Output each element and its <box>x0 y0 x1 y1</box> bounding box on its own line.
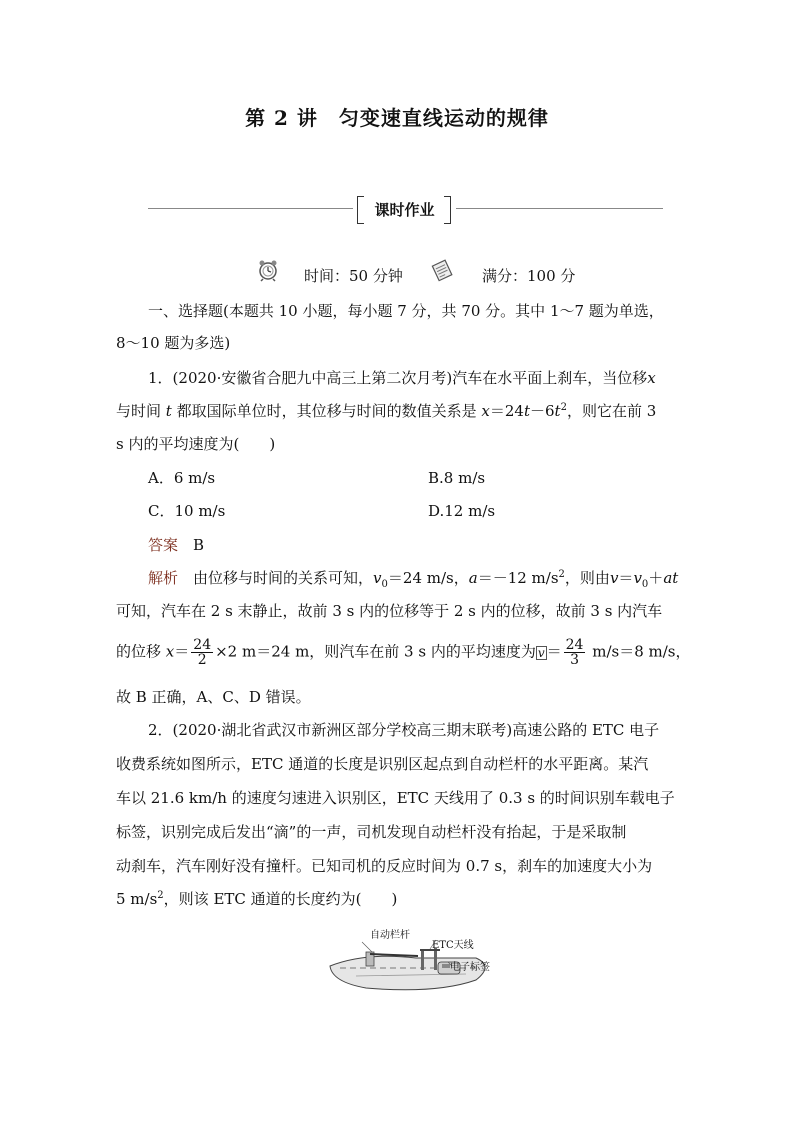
fraction-24-over-2: $\frac{24}{2}$ <box>193 637 212 668</box>
alarm-clock-icon <box>256 258 280 282</box>
q2-stem-line6: 5 $m/s^2$，则该 ETC 通道的长度约为( ) <box>116 890 398 908</box>
q1-explanation-line3: 的位移 x＝ $\frac{24}{2}$ ×2 m＝24 m，则汽车在前 3 s 内的平均速度为 v ＝ $\frac{24}{3}$ m/s＝8 m/s， <box>116 637 691 668</box>
label-electronic-tag: 电子标签 <box>450 962 490 973</box>
section-heading-line1: 一、选择题(本题共 10 小题，每小题 7 分，共 70 分。其中 1～7 题为单选， <box>148 302 664 320</box>
section-heading-line2: 8～10 题为多选) <box>116 334 231 352</box>
q1-option-b: B.8 m/s <box>428 469 486 487</box>
banner-rule-right <box>456 208 663 209</box>
q1-option-a: A．6 m/s <box>148 469 216 487</box>
q2-stem-line1: 2．(2020·湖北省武汉市新洲区部分学校高三期末联考)高速公路的 ETC 电子 <box>148 721 660 739</box>
answer-value: B <box>193 536 205 554</box>
q1-explanation-line2: 可知，汽车在 2 s 末静止，故前 3 s 内的位移等于 2 s 内的位移，故前 3 s 内汽车 <box>116 602 663 620</box>
q1-stem-line1: 1．(2020·安徽省合肥九中高三上第二次月考)汽车在水平面上刹车，当位移x <box>148 369 656 387</box>
q2-stem-line4: 标签，识别完成后发出“滴”的一声，司机发现自动栏杆没有抬起，于是采取制 <box>116 823 627 841</box>
explanation-label: 解析 <box>148 569 179 587</box>
fraction-24-over-3: $\frac{24}{3}$ <box>565 637 584 668</box>
answer-label: 答案 <box>148 536 179 554</box>
time-limit: 时间：50 分钟 <box>304 267 403 285</box>
q1-stem-line3: s 内的平均速度为( ) <box>116 435 276 453</box>
q1-option-d: D.12 m/s <box>428 502 496 520</box>
q1-explanation-line4: 故 B 正确，A、C、D 错误。 <box>116 688 311 706</box>
q2-stem-line3: 车以 21.6 km/h 的速度匀速进入识别区，ETC 天线用了 0.3 s 的时间识别车载电子 <box>116 789 675 807</box>
q1-explanation-line1: 解析 由位移与时间的关系可知，$v_0=24$ m/s，a＝－12 $m/s^2$，则由$v=v_0+at$ <box>148 569 679 590</box>
banner-rule-left <box>148 208 353 209</box>
exam-paper-icon <box>430 258 456 282</box>
full-score: 满分：100 分 <box>482 267 576 285</box>
label-auto-barrier: 自动栏杆 <box>370 930 410 941</box>
q2-stem-line5: 动刹车，汽车刚好没有撞杆。已知司机的反应时间为 0.7 s，刹车的加速度大小为 <box>116 857 653 875</box>
label-etc-antenna: ETC天线 <box>432 940 474 951</box>
page-title: 第 2 讲 匀变速直线运动的规律 <box>245 106 549 130</box>
q2-stem-line2: 收费系统如图所示，ETC 通道的长度是识别区起点到自动栏杆的水平距离。某汽 <box>116 755 649 773</box>
section-banner: 课时作业 <box>374 201 435 219</box>
q1-option-c: C．10 m/s <box>148 502 226 520</box>
q1-answer <box>148 537 204 553</box>
etc-figure <box>326 922 496 997</box>
q1-stem-line2: 与时间 t 都取国际单位时，其位移与时间的数值关系是 $x=24t-6t^2$，则它在前 3 <box>116 402 657 420</box>
average-velocity-symbol: v <box>537 645 545 660</box>
